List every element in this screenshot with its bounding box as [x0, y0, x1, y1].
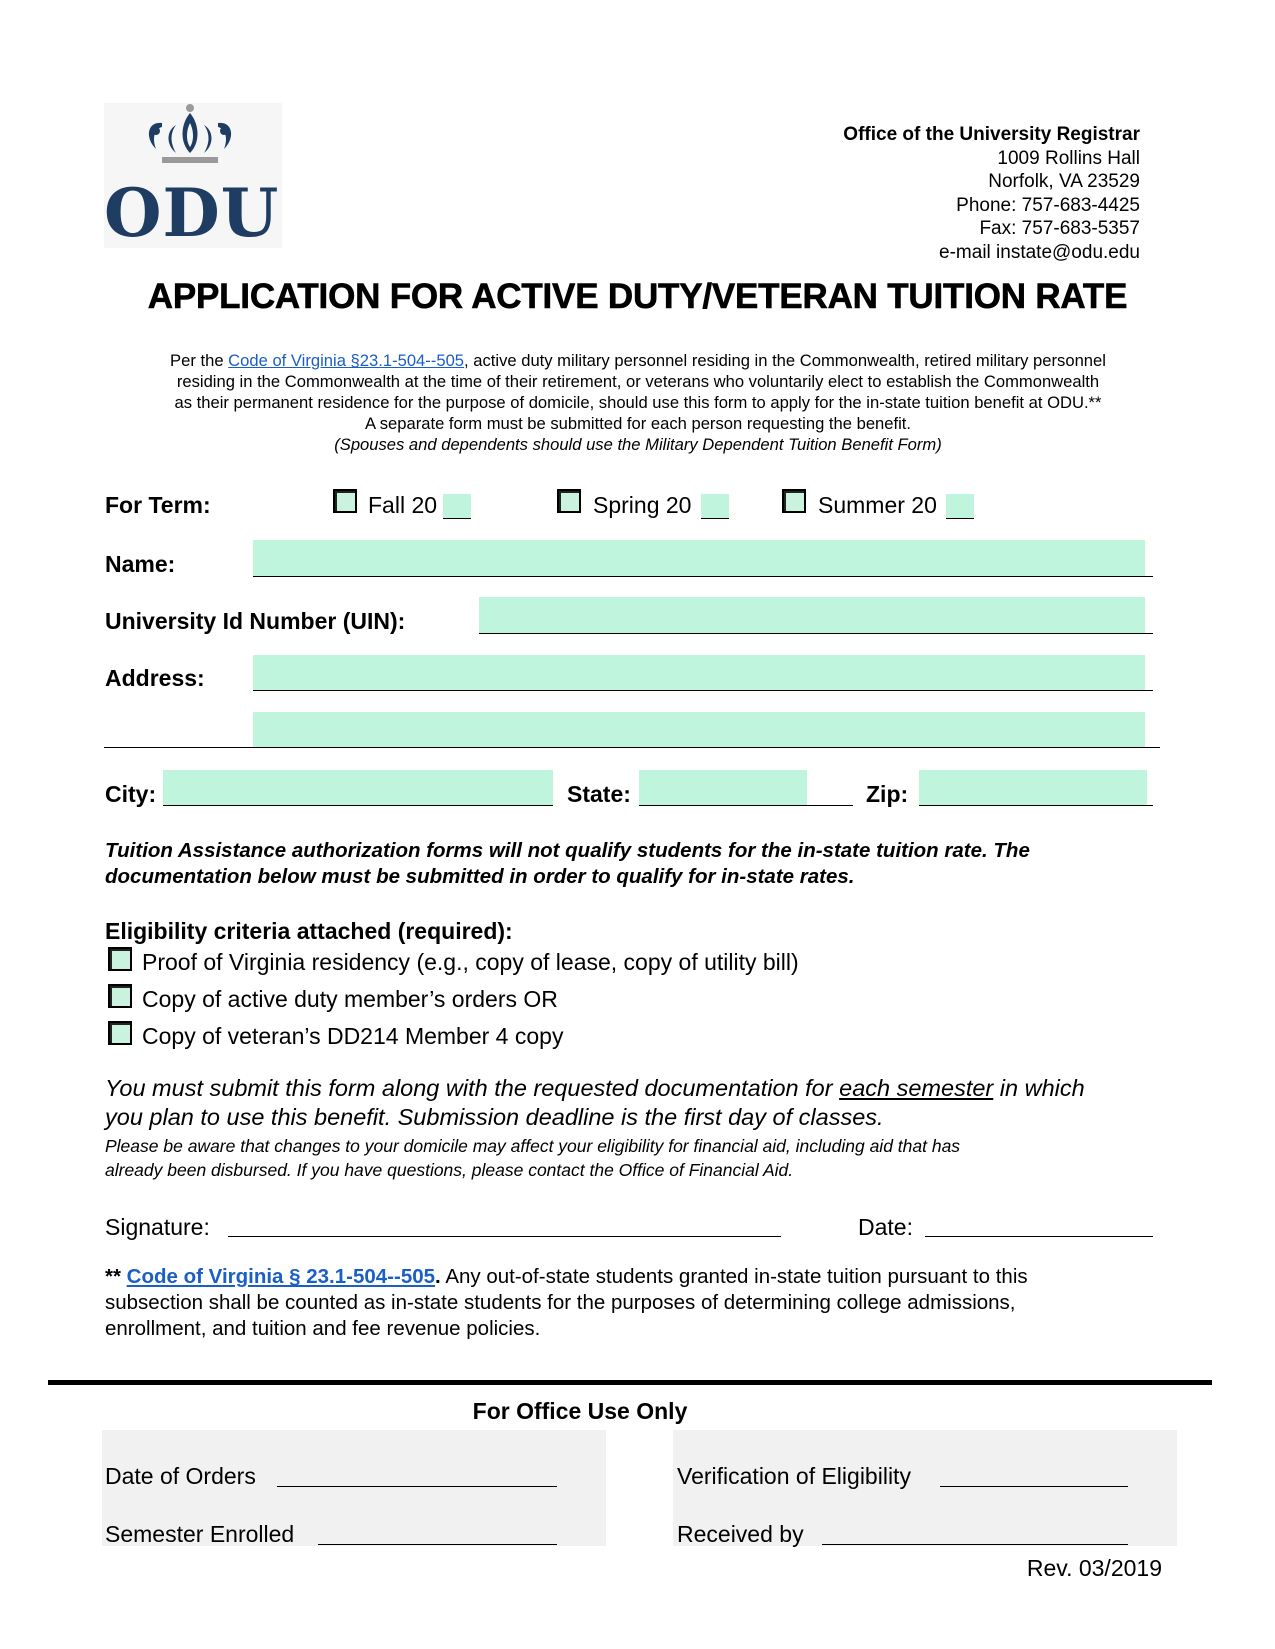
footnote-stars: ** — [105, 1265, 127, 1288]
revision-label: Rev. 03/2019 — [1026, 1555, 1162, 1581]
spring-label: Spring 20 — [593, 492, 692, 518]
ta-notice-line1: Tuition Assistance authorization forms will not qualify students for the in-state tuition rate. The — [105, 839, 1030, 862]
summer-label: Summer 20 — [818, 492, 937, 518]
code-of-virginia-link[interactable]: Code of Virginia §23.1-504--505 — [228, 351, 465, 370]
name-label: Name: — [105, 551, 176, 577]
footnote — [105, 1264, 1175, 1342]
intro-line2: residing in the Commonwealth at the time of their retirement, or veterans who voluntarily elect to establish the Commonwealth — [176, 372, 1100, 391]
fine-line2: already been disbursed. If you have questions, please contact the Office of Financial Aid. — [105, 1160, 794, 1180]
submit-line1b: in which — [993, 1075, 1085, 1101]
submission-notice — [105, 1074, 1185, 1132]
date-field[interactable] — [925, 1212, 1153, 1237]
address-line2-field[interactable] — [104, 712, 1160, 748]
registrar-phone: Phone: 757-683-4425 — [956, 194, 1140, 216]
page-title: APPLICATION FOR ACTIVE DUTY/VETERAN TUITION RATE — [147, 277, 1128, 316]
verification-label: Verification of Eligibility — [677, 1463, 911, 1489]
intro-line3: as their permanent residence for the purpose of domicile, should use this form to apply for the in-state tuition benefit at ODU.** — [174, 393, 1102, 412]
date-of-orders-field[interactable] — [277, 1462, 557, 1487]
date-label: Date: — [858, 1214, 913, 1240]
residency-checkbox[interactable] — [108, 947, 132, 971]
zip-label: Zip: — [866, 781, 909, 807]
registrar-address1: 1009 Rollins Hall — [997, 147, 1140, 169]
intro-prefix: Per the — [170, 351, 229, 370]
city-label: City: — [105, 781, 157, 807]
registrar-fax: Fax: 757-683-5357 — [979, 218, 1140, 239]
verification-field[interactable] — [940, 1462, 1128, 1487]
intro-line1: , active duty military personnel residing in the Commonwealth, retired military personnel — [464, 351, 1106, 370]
eligibility-item-orders: Copy of active duty member’s orders OR — [142, 986, 558, 1012]
registrar-contact — [843, 123, 1140, 264]
address-label: Address: — [105, 665, 205, 691]
financial-aid-notice — [105, 1134, 960, 1182]
eligibility-title: Eligibility criteria attached (required): — [105, 918, 513, 944]
fall-label: Fall 20 — [368, 492, 438, 518]
intro-paragraph — [104, 350, 1172, 455]
uin-field[interactable] — [479, 597, 1153, 634]
intro-line5: (Spouses and dependents should use the Military Dependent Tuition Benefit Form) — [334, 435, 942, 454]
signature-field[interactable] — [228, 1212, 781, 1237]
crown-icon — [104, 103, 282, 173]
dd214-checkbox[interactable] — [108, 1021, 132, 1045]
submit-line2: you plan to use this benefit. Submission deadline is the first day of classes. — [105, 1104, 884, 1130]
divider — [48, 1380, 1212, 1385]
term-label: For Term: — [105, 492, 211, 518]
registrar-email: e-mail instate@odu.edu — [939, 241, 1140, 263]
received-by-label: Received by — [677, 1521, 804, 1547]
footnote-line1: Any out-of-state students granted in-state tuition pursuant to this — [440, 1265, 1028, 1288]
uin-label: University Id Number (UIN): — [105, 608, 406, 634]
summer-year-field[interactable] — [946, 494, 974, 519]
logo-text: ODU — [104, 174, 280, 252]
orders-checkbox[interactable] — [108, 984, 132, 1008]
footnote-line2: subsection shall be counted as in-state students for the purposes of determining college admissions, — [105, 1291, 1016, 1314]
registrar-address2: Norfolk, VA 23529 — [988, 171, 1140, 192]
zip-field[interactable] — [919, 770, 1153, 806]
eligibility-item-residency: Proof of Virginia residency (e.g., copy of lease, copy of utility bill) — [142, 949, 799, 975]
intro-line4: A separate form must be submitted for each person requesting the benefit. — [364, 414, 912, 433]
state-field[interactable] — [639, 770, 853, 806]
signature-label: Signature: — [105, 1214, 210, 1240]
summer-checkbox[interactable] — [782, 489, 806, 513]
fall-year-field[interactable] — [443, 494, 471, 519]
state-label: State: — [567, 781, 631, 807]
office-use-title: For Office Use Only — [472, 1398, 688, 1424]
footnote-code-link[interactable]: Code of Virginia § 23.1-504--505 — [126, 1265, 436, 1288]
fall-checkbox[interactable] — [333, 489, 357, 513]
fine-line1: Please be aware that changes to your domicile may affect your eligibility for financial aid, including aid that has — [105, 1136, 961, 1156]
registrar-office: Office of the University Registrar — [843, 124, 1140, 145]
date-of-orders-label: Date of Orders — [105, 1463, 256, 1489]
footnote-line3: enrollment, and tuition and fee revenue policies. — [105, 1317, 541, 1340]
eligibility-item-dd214: Copy of veteran’s DD214 Member 4 copy — [142, 1023, 564, 1049]
semester-enrolled-field[interactable] — [318, 1520, 557, 1545]
tuition-assistance-notice — [105, 838, 1030, 890]
footnote-period: . — [435, 1265, 441, 1288]
submit-line1a: You must submit this form along with the requested documentation for — [105, 1075, 840, 1101]
submit-each-semester: each semester — [839, 1075, 994, 1101]
name-field[interactable] — [253, 540, 1153, 577]
ta-notice-line2: documentation below must be submitted in order to qualify for in-state rates. — [105, 865, 855, 888]
semester-enrolled-label: Semester Enrolled — [105, 1521, 295, 1547]
address-line1-field[interactable] — [253, 655, 1153, 691]
received-by-field[interactable] — [822, 1520, 1128, 1545]
city-field[interactable] — [163, 770, 553, 806]
spring-checkbox[interactable] — [557, 489, 581, 513]
spring-year-field[interactable] — [701, 494, 729, 519]
